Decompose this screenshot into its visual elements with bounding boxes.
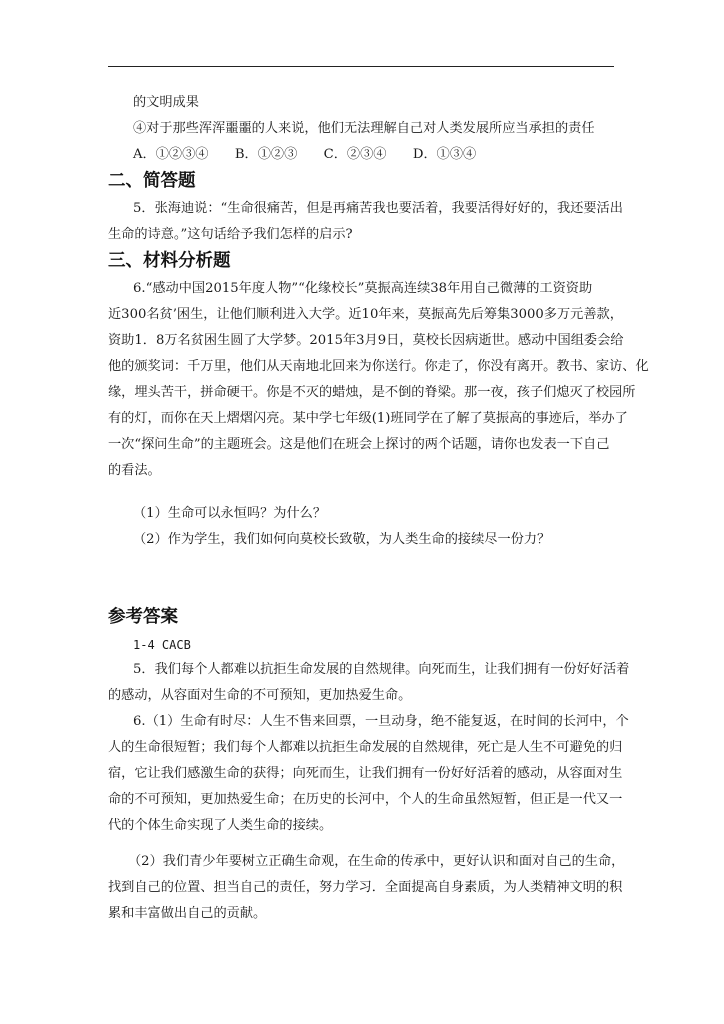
a6-part2-line: 累和丰富做出自己的贡献。 [108, 906, 267, 921]
q6-line: 资助1．8万名贫困生圆了大学梦。2015年3月9日，莫校长因病逝世。感动中国组委会给 [108, 333, 624, 348]
choice-item-4: ④对于那些浑浑噩噩的人来说，他们无法理解自己对人类发展所应当承担的责任 [133, 121, 595, 136]
q6-line: 一次“探问生命”的主题班会。这是他们在班会上探讨的两个话题，请你也发表一下自己 [108, 437, 610, 452]
header-rule [108, 66, 614, 67]
choice-answers: 1-4 CACB [133, 638, 191, 652]
q6-line: 的看法。 [108, 463, 161, 478]
section-two-title: 二、简答题 [108, 171, 196, 191]
q6-line: 有的灯，而你在天上熠熠闪亮。某中学七年级(1)班同学在了解了莫振高的事迹后，举办了 [108, 411, 628, 426]
q6-sub-question-2: （2）作为学生，我们如何向莫校长致敬，为人类生命的接续尽一份力？ [133, 532, 551, 547]
a6-part1-line: 人的生命很短暂；我们每个人都难以抗拒生命发展的自然规律，死亡是人生不可避免的归 [108, 740, 623, 755]
q6-line: 他的颁奖词：千万里，他们从天南地北回来为你送行。你走了，你没有离开。教书、家访、化 [108, 359, 649, 374]
a6-part1-line: 命的不可预知，更加热爱生命；在历史的长河中，个人的生命虽然短暂，但正是一代又一 [108, 792, 623, 807]
choice-tail-line: 的文明成果 [133, 95, 199, 110]
a6-part1-line: 代的个体生命实现了人类生命的接续。 [108, 818, 333, 833]
q5-line-1: 5．张海迪说：“生命很痛苦，但是再痛苦我也要活着，我要活得好好的，我还要活出 [133, 201, 623, 216]
q6-line: 缘，埋头苦干，拼命硬干。你是不灭的蜡烛，是不倒的脊梁。那一夜，孩子们熄灭了校园所 [108, 385, 636, 400]
a6-part2-line: 找到自己的位置、担当自己的责任，努力学习．全面提高自身素质，为人类精神文明的积 [108, 880, 623, 895]
a6-part1-line: 宿，它让我们感激生命的获得；向死而生，让我们拥有一份好好活着的感动，从容面对生 [108, 766, 623, 781]
choice-options: A．①②③④ B．①②③ C．②③④ D．①③④ [133, 147, 477, 162]
q5-line-2: 生命的诗意。”这句话给予我们怎样的启示? [108, 227, 353, 242]
q6-line: 近300名贫’困生，让他们顺利进入大学。近10年来，莫振高先后筹集3000多万元善款， [108, 307, 623, 322]
q6-sub-question-1: （1）生命可以永恒吗？为什么？ [133, 506, 327, 521]
a6-part1-line: 6.（1）生命有时尽：人生不售来回票，一旦动身，绝不能复返，在时间的长河中，个 [133, 714, 629, 729]
answers-title: 参考答案 [108, 607, 178, 627]
a5-line-2: 的感动，从容面对生命的不可预知，更加热爱生命。 [108, 688, 412, 703]
section-three-title: 三、材料分析题 [108, 251, 231, 271]
q6-line: 6.“感动中国2015年度人物”“化缘校长”莫振高连续38年用自己微薄的工资资助 [133, 281, 593, 296]
a6-part2-line: （2）我们青少年要树立正确生命观，在生命的传承中，更好认识和面对自己的生命， [128, 854, 625, 869]
a5-line-1: 5．我们每个人都难以抗拒生命发展的自然规律。向死而生，让我们拥有一份好好活着 [133, 662, 630, 677]
